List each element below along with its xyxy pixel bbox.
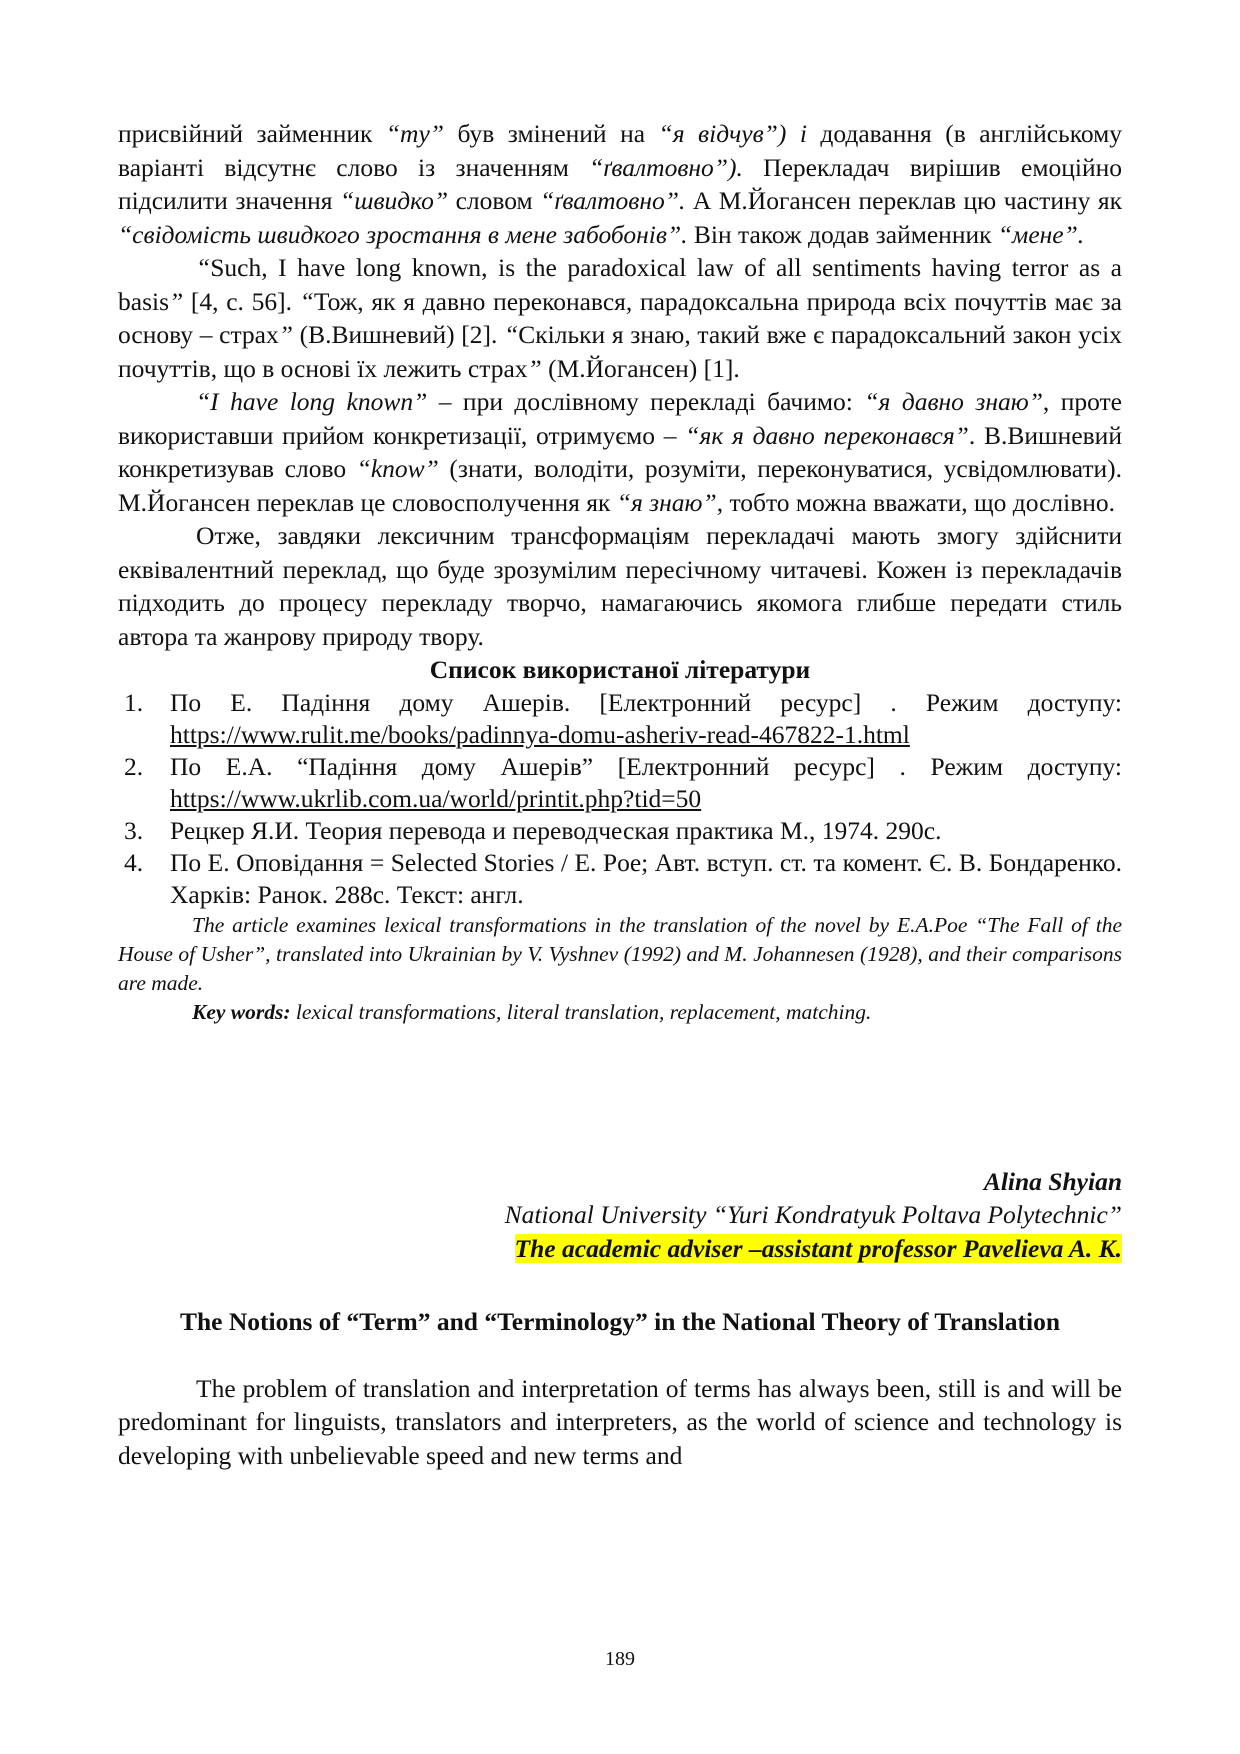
reference-item xyxy=(124,687,1122,751)
reference-item xyxy=(124,751,1122,815)
reference-item xyxy=(124,847,1122,911)
italic-run: “ґвалтовно”). xyxy=(589,152,743,182)
italic-run: “я відчув”) і xyxy=(658,119,807,148)
text-run: (М.Йогансен) [1]. xyxy=(541,353,740,383)
italic-run: “I have long known” xyxy=(196,387,428,416)
keywords-text: lexical transformations, literal translation, replacement, matching. xyxy=(290,999,872,1024)
keywords-label: Key words: xyxy=(192,999,291,1024)
article-title: The Notions of “Term” and “Terminology” in the National Theory of Translation xyxy=(179,1307,1061,1336)
paragraph-1 xyxy=(118,117,1122,251)
text-run: Перекладач вирішив емоційно підсилити значення xyxy=(118,152,1122,215)
text-run: А М.Йогансен переклав цю частину як xyxy=(685,186,1122,215)
text-run: словом xyxy=(448,186,541,215)
text-run: (знати, володіти, розуміти, переконуватися, усвідомлювати). М.Йогансен переклав це словосполучення як xyxy=(118,454,1123,517)
text-run: присвійний займенник xyxy=(118,119,386,148)
italic-run: “ xyxy=(196,253,211,282)
reference-text: По Е.А. “Падіння дому Ашерів” [Електронний ресурс] . Режим доступу: xyxy=(170,751,1122,781)
reference-number: 4. xyxy=(124,847,144,877)
italic-run: “я знаю” xyxy=(616,487,717,517)
reference-link[interactable]: https://www.rulit.me/books/padinnya-domu-asheriv-read-467822-1.html xyxy=(170,719,910,749)
italic-run: “ xyxy=(299,286,314,316)
italic-run: ” xyxy=(527,353,542,383)
italic-run: “know” xyxy=(356,454,439,483)
reference-text: По Е. Оповідання = Selected Stories / E. Poe; Авт. вступ. ст. та комент. Є. В. Бондаренко. Харків: Ранок. 288с. Текст: англ. xyxy=(170,847,1122,909)
reference-item xyxy=(124,815,1122,847)
abstract: The article examines lexical transformations in the translation of the novel by E.A.Poe “The Fall of the House of Usher”, translated into Ukrainian by V. Vyshnev (1992) and M. Johannesen (1928), and their comparisons are made. xyxy=(118,912,1122,995)
references-list xyxy=(118,687,1122,911)
academic-adviser: The academic adviser –assistant professor Pavelieva A. K. xyxy=(514,1233,1122,1263)
paragraph-3 xyxy=(118,385,1122,519)
reference-text: Рецкер Я.И. Теория перевода и переводческая практика М., 1974. 290с. xyxy=(170,815,942,845)
keywords xyxy=(118,998,1122,1027)
text-run: [4, с. 56]. xyxy=(183,286,300,316)
text-run: , проте використавши прийом конкретизації, отримуємо – xyxy=(118,387,1123,450)
italic-run: ” xyxy=(278,320,293,349)
text-run: був змінений на xyxy=(443,119,659,148)
text-run: – при дослівному перекладі бачимо: xyxy=(427,387,865,416)
text-run: Such, I have long known, is the paradoxical law of all sentiments having terror as a basis xyxy=(118,253,1122,316)
text-run: , тобто можна вважати, що дослівно. xyxy=(716,487,1116,517)
italic-run: “як я давно переконався” xyxy=(685,420,969,450)
author-affiliation: National University “Yuri Kondratyuk Poltava Polytechnic” xyxy=(504,1200,1122,1229)
text-run: (В.Вишневий) [2]. xyxy=(292,320,505,349)
page-content xyxy=(118,117,1122,1472)
text-run: додавання (в англійському варіанті відсутнє слово із значенням xyxy=(118,119,1122,182)
author-block xyxy=(118,1165,1122,1266)
italic-run: “свідомість швидкого зростання в мене забобонів”. xyxy=(118,219,688,249)
references-heading: Список використаної літератури xyxy=(429,655,811,684)
text-run: Він також додав займенник xyxy=(687,219,998,249)
italic-run: “швидко” xyxy=(340,186,449,215)
reference-number: 1. xyxy=(124,687,144,717)
reference-number: 3. xyxy=(124,815,144,845)
page-number: 189 xyxy=(605,1648,635,1670)
reference-link[interactable]: https://www.ukrlib.com.ua/world/printit.php?tid=50 xyxy=(170,783,702,813)
italic-run: “my” xyxy=(385,119,444,148)
author-name: Alina Shyian xyxy=(983,1166,1122,1196)
italic-run: ” xyxy=(169,286,184,316)
italic-run: “я давно знаю” xyxy=(864,387,1043,416)
paragraph-2 xyxy=(118,251,1122,385)
reference-text: По Е. Падіння дому Ашерів. [Електронний ресурс] . Режим доступу: xyxy=(170,687,1122,717)
italic-run: “ xyxy=(504,320,519,349)
reference-number: 2. xyxy=(124,751,144,781)
italic-run: “мене”. xyxy=(997,219,1085,249)
italic-run: “ґвалтовно”. xyxy=(540,186,686,215)
text-run: . В.Вишневий конкретизував слово xyxy=(118,420,1122,483)
paragraph-4: Отже, завдяки лексичним трансформаціям перекладачі мають змогу здійснити еквівалентний переклад, що буде зрозумілим пересічному читачеві. Кожен із перекладачів підходить до процесу перекладу творчо, намагаючись якомога глибше передати стиль автора та жанрову природу твору. xyxy=(118,521,1122,651)
text-run: Тож, як я давно переконався, парадоксальна природа всіх почуттів має за основу – страх xyxy=(118,286,1122,349)
text-run: Скільки я знаю, такий вже є парадоксальний закон усіх почуттів, що в основі їх лежить страх xyxy=(118,320,1122,383)
article-body: The problem of translation and interpretation of terms has always been, still is and will be predominant for linguists, translators and interpreters, as the world of science and technology is developing with unbelievable speed and new terms and xyxy=(118,1373,1122,1470)
